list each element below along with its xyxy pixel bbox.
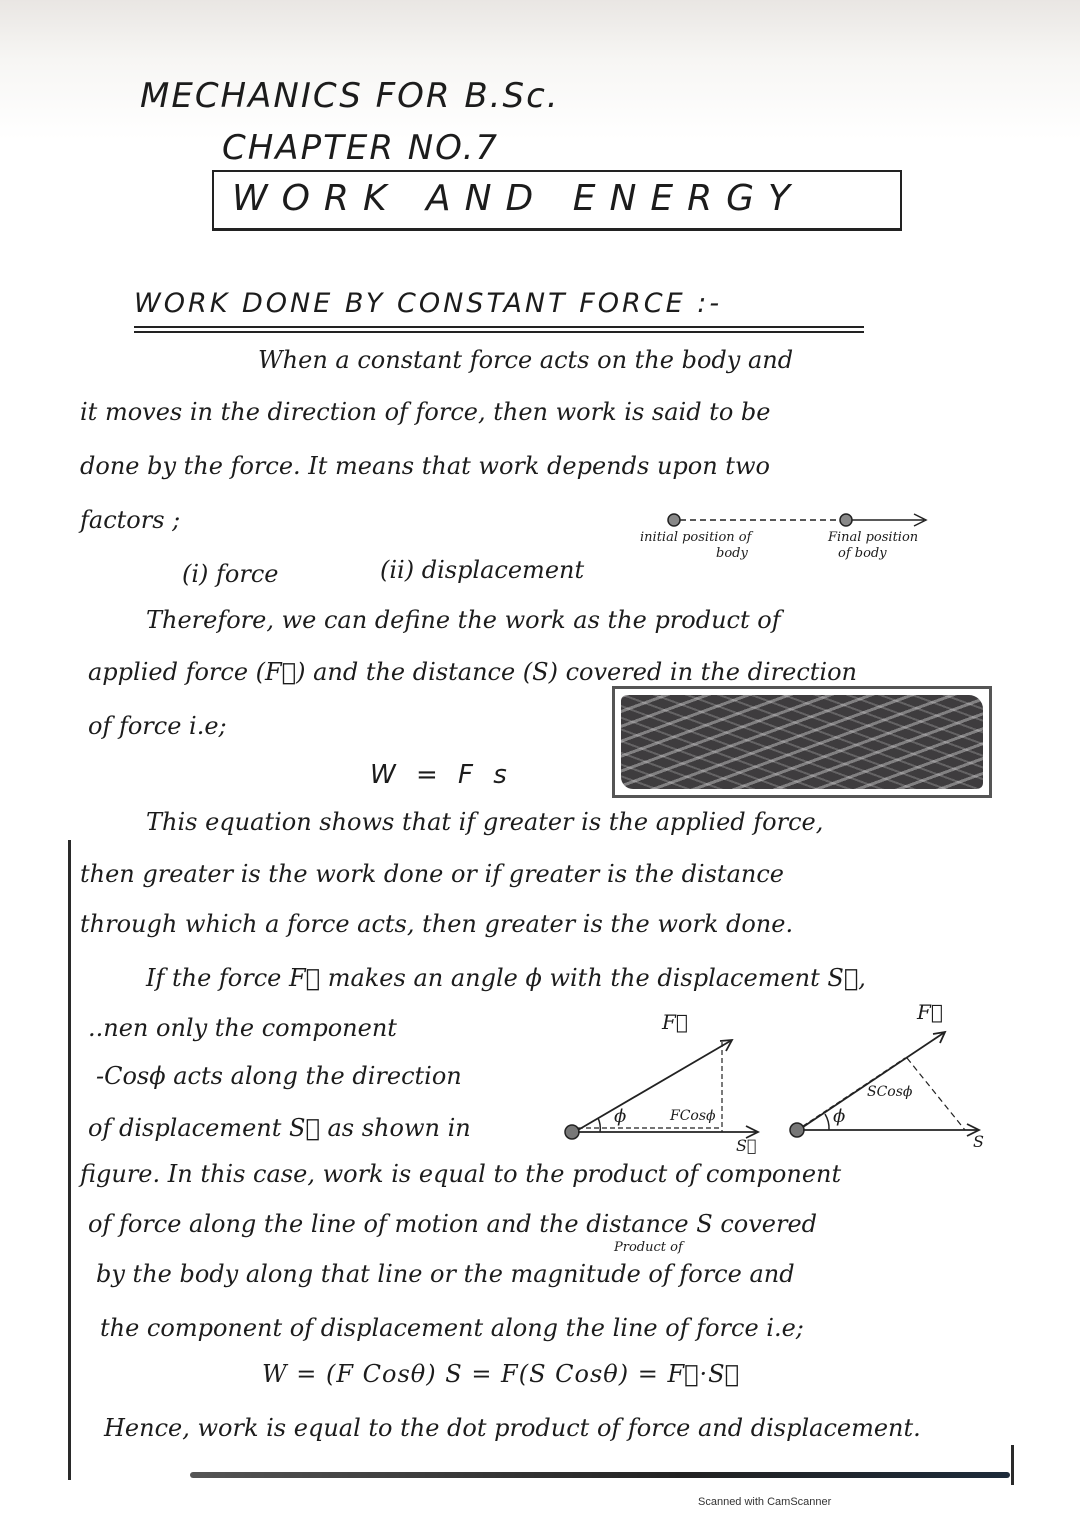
text-line: applied force (F⃗) and the distance (S) covered in the direction — [88, 658, 857, 686]
displacement-vector-diagram-icon — [785, 1000, 1005, 1160]
initial-position-label: initial position of — [640, 530, 752, 545]
equation-w-fs: W = F s — [370, 760, 513, 790]
angle-label: ϕ — [833, 1106, 846, 1127]
conclusion-text: Hence, work is equal to the dot product of force and displacement. — [104, 1414, 921, 1442]
text-line: figure. In this case, work is equal to the product of component — [80, 1160, 842, 1188]
heading-underline — [134, 326, 864, 328]
text-line: done by the force. It means that work depends upon two — [80, 452, 770, 480]
figure-force-component — [560, 1010, 780, 1160]
angle-label: ϕ — [614, 1106, 627, 1127]
text-line: Therefore, we can define the work as the product of — [146, 606, 781, 634]
displacement-label: S — [973, 1132, 984, 1151]
displacement-arrow-icon — [640, 508, 960, 532]
motion-diagram — [640, 508, 960, 578]
text-line: If the force F⃗ makes an angle ϕ with the displacement S⃗, — [146, 964, 866, 992]
text-line: through which a force acts, then greater is the work done. — [80, 910, 794, 938]
figure-displacement-component — [785, 1000, 1005, 1160]
scanner-watermark: Scanned with CamScanner — [698, 1496, 832, 1508]
text-line: When a constant force acts on the body and — [258, 346, 794, 374]
force-label: F⃗ — [662, 1010, 688, 1034]
heading-underline — [134, 331, 864, 333]
chapter-title-box — [212, 170, 902, 231]
final-position-label: of body — [838, 546, 887, 561]
page-bottom-edge — [190, 1472, 1010, 1478]
factor-force: (i) force — [182, 560, 279, 588]
component-label: FCosϕ — [670, 1108, 716, 1124]
text-line: then greater is the work done or if greater is the distance — [80, 860, 784, 888]
text-line: of force along the line of motion and the distance S covered — [88, 1210, 818, 1238]
scribble-fill — [621, 695, 983, 789]
component-label: SCosϕ — [867, 1084, 913, 1100]
force-label: F⃗ — [917, 1000, 943, 1024]
text-line: of force i.e; — [88, 712, 227, 740]
margin-rule — [1011, 1445, 1014, 1485]
final-position-label: Final position — [828, 530, 919, 545]
text-line: -Cosϕ acts along the direction — [96, 1062, 462, 1090]
redacted-scribble-box — [612, 686, 992, 798]
text-line: by the body along that line or the magnitude of force and — [96, 1260, 795, 1288]
displacement-label: S⃗ — [736, 1136, 757, 1155]
section-heading: WORK DONE BY CONSTANT FORCE :- — [134, 288, 723, 319]
chapter-title: WORK AND ENERGY — [232, 178, 805, 219]
equation-dot-product: W = (F Cosθ) S = F(S Cosθ) = F⃗·S⃗ — [262, 1360, 740, 1388]
margin-rule — [68, 840, 71, 1480]
text-line: This equation shows that if greater is the applied force, — [146, 808, 824, 836]
text-line: ..nen only the component — [88, 1014, 397, 1042]
factor-displacement: (ii) displacement — [380, 556, 585, 584]
insert-note: Product of — [614, 1240, 683, 1255]
text-line: the component of displacement along the line of force i.e; — [100, 1314, 804, 1342]
initial-position-label: body — [716, 546, 748, 561]
chapter-number: CHAPTER NO.7 — [222, 128, 500, 168]
text-line: it moves in the direction of force, then work is said to be — [80, 398, 771, 426]
course-title: MECHANICS FOR B.Sc. — [140, 76, 560, 116]
text-line: factors ; — [80, 506, 181, 534]
text-line: of displacement S⃗ as shown in — [88, 1114, 471, 1142]
